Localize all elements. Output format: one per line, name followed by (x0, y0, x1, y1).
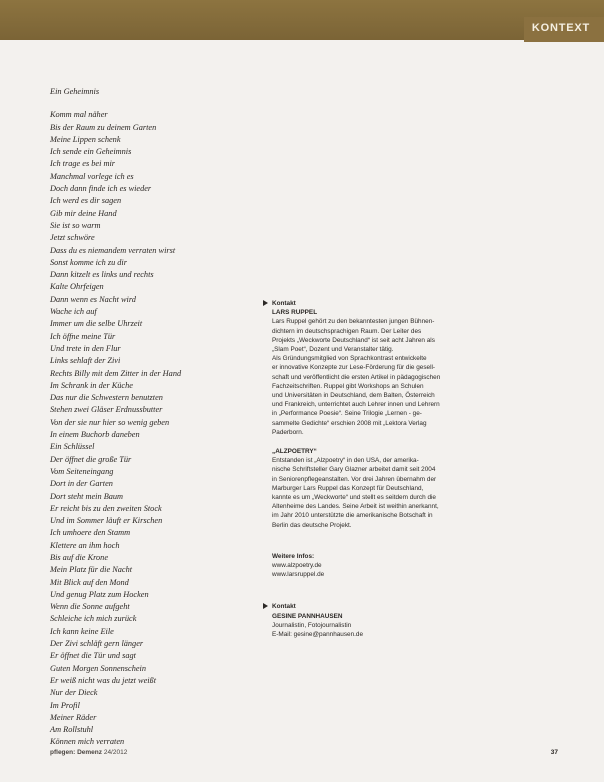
poem-line: Mein Platz für die Nacht (50, 565, 133, 575)
kontakt-header-1 (272, 299, 522, 308)
poem-line: Können mich verraten (50, 737, 125, 747)
bio-paragraph (272, 317, 522, 437)
alzpoetry-line: Marburger Lars Ruppel das Konzept für Deutschland, (272, 484, 424, 492)
bio-line: dichtern im deutschsprachigen Raum. Der Leiter des (272, 327, 422, 335)
poem-line: Schleiche ich mich zurück (50, 614, 137, 624)
poem-line: Rechts Billy mit dem Zitter in der Hand (50, 368, 182, 378)
poem-line: Und im Sommer läuft er Kirschen (50, 516, 163, 526)
poem-line: Meiner Räder (50, 712, 97, 722)
alzpoetry-paragraph (272, 456, 522, 530)
poem-line: Links sehlaft der Zivi (50, 356, 121, 366)
bio-line: schaft und veröffentlicht die ersten Artikel in pädagogischen (272, 373, 441, 381)
info-column (272, 299, 522, 639)
poem-line: Komm mal näher (50, 110, 108, 120)
bio-line: sammelte Gedichte“ erschien 2008 mit „Lektora Verlag (272, 419, 427, 427)
poem-line: Ich umhoere den Stamm (50, 528, 131, 538)
triangle-bullet-icon (263, 300, 268, 306)
poem-title: Ein Geheimnis (50, 87, 100, 96)
poem-line: Dort in der Garten (50, 479, 113, 489)
contact-line: Journalistin, Fotojournalistin (272, 621, 352, 629)
kontakt-label: Kontakt (272, 300, 296, 307)
bio-line: Projekts „Weckworte Deutschland“ ist seit acht Jahren als (272, 336, 435, 344)
alzpoetry-line: nische Schriftsteller Gary Glazner arbeitet damit seit 2004 (272, 466, 436, 474)
alzpoetry-heading: „ALZPOETRY“ (272, 448, 317, 456)
page-number: 37 (550, 749, 558, 756)
contact-email[interactable]: E-Mail: gesine@pannhausen.de (272, 631, 364, 639)
contact-name: LARS RUPPEL (272, 309, 318, 317)
kontakt-label: Kontakt (272, 603, 296, 611)
poem-line: Sie ist so warm (50, 220, 101, 230)
alzpoetry-line: im Jahr 2010 unterstützte die amerikanische Botschaft in (272, 512, 433, 520)
poem-line: Dort steht mein Baum (50, 491, 124, 501)
alzpoetry-line: kannte es um „Weckworte“ und stellt es seitdem durch die (272, 494, 436, 502)
poem-line: Bis auf die Krone (50, 552, 108, 562)
bio-line: und Universitäten in Deutschland, dem Balten, Österreich (272, 392, 435, 400)
poem-line: Und trete in den Flur (50, 343, 121, 353)
poem-line: Kalte Ohrfeigen (50, 282, 104, 292)
poem-line: Er reicht bis zu den zweiten Stock (50, 503, 162, 513)
poem-line: Jetzt schwöre (50, 233, 95, 243)
bio-line: er innovative Konzepte zur Lese-Förderung für die gesell- (272, 364, 436, 372)
bio-line: Paderborn. (272, 428, 304, 436)
contact-name: GESINE PANNHAUSEN (272, 612, 343, 620)
poem-column (50, 86, 250, 749)
poem-line: Ich werd es dir sagen (50, 196, 122, 206)
poem-line: In einem Buchorb daneben (50, 430, 140, 440)
poem-line: Mit Blick auf den Mond (50, 577, 129, 587)
poem-line: Im Profil (50, 700, 80, 710)
poem-line: Ich öffne meine Tür (50, 331, 116, 341)
kontakt-header-2 (272, 602, 522, 611)
poem-line: Bis der Raum zu deinem Garten (50, 122, 157, 132)
poem-line: Das nur die Schwestern benutzten (50, 393, 163, 403)
section-label: KONTEXT (531, 22, 590, 34)
poem-line: Er weiß nicht was du jetzt weißt (50, 675, 157, 685)
poem-line: Guten Morgen Sonnenschein (50, 663, 147, 673)
poem-line: Dann wenn es Nacht wird (50, 294, 136, 304)
bio-line: Als Gründungsmitglied von Sprachkontrast entwickelte (272, 355, 427, 363)
poem-line: Doch dann finde ich es wieder (50, 184, 152, 194)
publication-line (50, 749, 127, 756)
poem-line: Und genug Platz zum Hocken (50, 589, 149, 599)
poem-line: Nur der Dieck (50, 688, 98, 698)
alzpoetry-line: Berlin das deutsche Projekt. (272, 521, 352, 529)
alzpoetry-line: Entstanden ist „Alzpoetry“ in den USA, der amerika- (272, 457, 419, 465)
alzpoetry-line: Altenheime des Landes. Seine Arbeit ist weithin anerkannt, (272, 503, 439, 511)
bio-line: Fachzeitschriften. Ruppel gibt Workshops an Schulen (272, 382, 424, 390)
poem-line: Dass du es niemandem verraten wirst (50, 245, 176, 255)
poem-line: Immer um die selbe Uhrzeit (50, 319, 143, 329)
poem-line: Ich sende ein Geheimnis (50, 147, 132, 157)
issue-number: 24/2012 (103, 749, 128, 756)
poem-line: Sonst komme ich zu dir (50, 257, 127, 267)
poem-line: Klettere an ihm hoch (50, 540, 120, 550)
publication-name: pflegen: Demenz (50, 749, 103, 756)
poem-line: Der Zivi schläft gern länger (50, 639, 144, 649)
poem-line: Ich kann keine Eile (50, 626, 114, 636)
bio-line: Lars Ruppel gehört zu den bekanntesten jungen Bühnen- (272, 318, 435, 326)
poem-line: Der öffnet die große Tür (50, 454, 132, 464)
info-link[interactable]: www.larsruppel.de (272, 571, 325, 579)
alzpoetry-line: in Seniorenpflegeanstalten. Vor drei Jahren übernahm der (272, 475, 437, 483)
poem-line: Meine Lippen schenk (50, 134, 121, 144)
info-link[interactable]: www.alzpoetry.de (272, 562, 322, 570)
bio-line: „Slam Poet“, Dozent und Veranstalter tätig. (272, 346, 394, 354)
info-heading: Weitere Infos: (272, 552, 315, 560)
poem-line: Vom Seiteneingang (50, 466, 114, 476)
bio-line: in „Performance Poesie“. Seine Trilogie „Lernen - ge- (272, 410, 422, 418)
bio-line: und Frankreich, unterrichtet auch Lehrer innen und Lehrern (272, 401, 440, 409)
poem-line: Gib mir deine Hand (50, 208, 117, 218)
poem-line: Ein Schlüssel (50, 442, 95, 452)
poem-lines (50, 109, 250, 748)
triangle-bullet-icon (263, 603, 268, 609)
poem-line: Ich trage es bei mir (50, 159, 115, 169)
poem-line: Stehen zwei Gläser Erdnussbutter (50, 405, 163, 415)
poem-line: Er öffnet die Tür und sagt (50, 651, 136, 661)
poem-line: Dann kitzelt es links und rechts (50, 270, 154, 280)
header-band (0, 0, 604, 40)
poem-line: Wache ich auf (50, 307, 97, 317)
poem-line: Manchmal vorlege ich es (50, 171, 134, 181)
poem-line: Von der sie nur hier so wenig geben (50, 417, 170, 427)
poem-line: Wenn die Sonne aufgeht (50, 602, 130, 612)
poem-line: Am Rollstuhl (50, 725, 94, 735)
poem-line: Im Schrank in der Küche (50, 380, 133, 390)
